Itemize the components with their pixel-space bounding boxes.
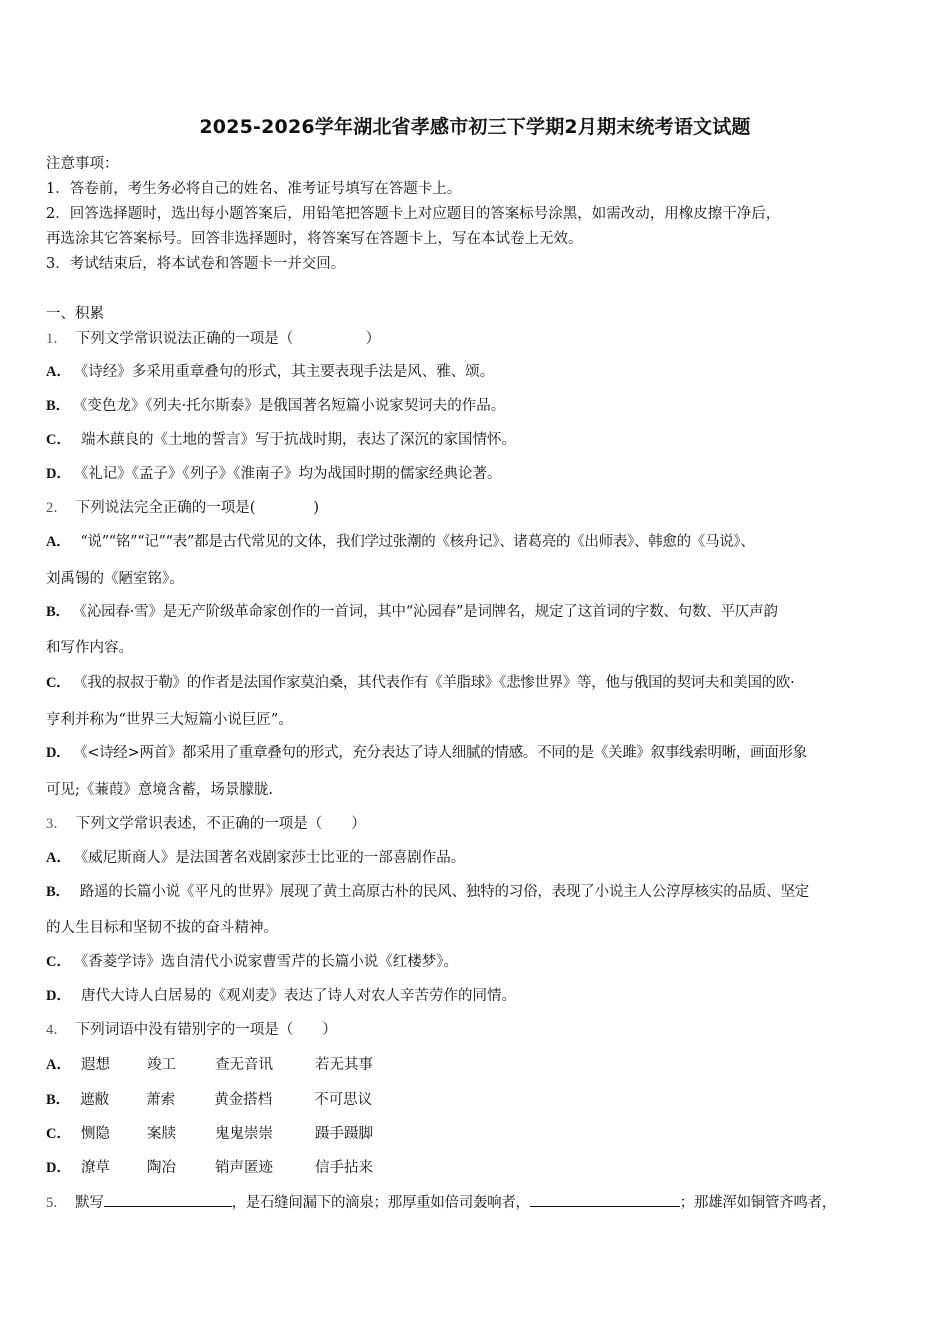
word: 信手拈来 [314, 1160, 373, 1176]
notice-heading: 注意事项： [46, 156, 119, 172]
option-letter: A． [46, 534, 71, 550]
notice-item: 1．答卷前，考生务必将自己的姓名、准考证号填写在答题卡上。 [46, 181, 462, 197]
notice-item: 再选涂其它答案标号。回答非选择题时，将答案写在答题卡上，写在本试卷上无效。 [46, 231, 583, 247]
word: 案牍 [146, 1126, 176, 1142]
question-4-option-b [46, 1088, 372, 1109]
option-continuation: 和写作内容。 [46, 640, 133, 656]
word: 若无其事 [314, 1057, 373, 1073]
option-text: 路遥的长篇小说《平凡的世界》展现了黄土高原古朴的民风、独特的习俗，表现了小说主人公淳厚核实的品质、坚定 [79, 884, 810, 900]
page-title: 2025-2026学年湖北省孝感市初三下学期2月期末统考语文试题 [199, 116, 751, 138]
option-text: 《礼记》《孟子》《列子》《淮南子》均为战国时期的儒家经典论著。 [80, 466, 502, 482]
question-3-stem [46, 812, 366, 833]
option-letter: D． [46, 988, 71, 1004]
question-4-option-d [46, 1156, 373, 1177]
option-continuation: 亨利并称为“世界三大短篇小说巨匠”。 [46, 712, 293, 728]
option-text: 《变色龙》《列夫·托尔斯泰》是俄国著名短篇小说家契诃夫的作品。 [80, 398, 506, 414]
word: 遮敝 [80, 1092, 110, 1108]
question-text: 下列文学常识表述，不正确的一项是（ ） [75, 816, 366, 832]
word: 查无音讯 [214, 1057, 273, 1073]
answer-blank[interactable] [104, 1192, 232, 1207]
word: 萧索 [146, 1092, 176, 1108]
option-letter: B． [46, 884, 70, 900]
option-letter: C． [46, 432, 71, 448]
option-letter: A． [46, 850, 71, 866]
question-3-option-c [46, 950, 458, 971]
word: 鬼鬼崇崇 [214, 1126, 273, 1142]
option-text: 《沁园春·雪》是无产阶级革命家创作的一首词，其中“沁园春”是词牌名，规定了这首词的字数、句数、平仄声韵 [79, 604, 778, 620]
question-4-stem [46, 1018, 337, 1039]
question-1-option-a [46, 360, 494, 381]
option-text: 《<诗经>两首》都采用了重章叠句的形式，充分表达了诗人细腻的情感。不同的是《关雎》叙事线索明晰，画面形象 [80, 745, 807, 761]
question-2-option-c [46, 671, 794, 692]
question-number: 5． [46, 1195, 68, 1211]
word: 不可思议 [314, 1092, 373, 1108]
notice-item: 2．回答选择题时，选出每小题答案后，用铅笔把答题卡上对应题目的答案标号涂黑，如需改动，用橡皮擦干净后， [46, 206, 781, 222]
word: 潦草 [80, 1160, 110, 1176]
option-letter: B． [46, 604, 70, 620]
question-1-stem [46, 327, 380, 348]
question-text: 下列说法完全正确的一项是( ) [75, 500, 320, 516]
section-heading: 一、积累 [46, 306, 104, 322]
question-1-option-c [46, 428, 516, 449]
option-letter: D． [46, 1160, 71, 1176]
question-5-stem [46, 1191, 836, 1212]
question-text: 默写 [75, 1195, 104, 1211]
question-4-option-a [46, 1053, 373, 1074]
word: 竣工 [146, 1057, 176, 1073]
option-text: “说”“铭”“记”“表”都是古代常见的文体，我们学过张潮的《核舟记》、诸葛亮的《出师表》、韩愈的《马说》、 [80, 534, 755, 550]
question-text: ；那雄浑如铜管齐鸣者， [679, 1195, 836, 1211]
question-number: 2． [46, 500, 68, 516]
option-letter: C． [46, 954, 71, 970]
question-1-option-d [46, 462, 501, 483]
question-text: 下列文学常识说法正确的一项是（ ） [75, 331, 381, 347]
word: 遐想 [80, 1057, 110, 1073]
option-text: 《香菱学诗》选自清代小说家曹雪芹的长篇小说《红楼梦》。 [80, 954, 458, 970]
option-continuation: 刘禹锡的《陋室铭》。 [46, 571, 184, 587]
word: 黄金搭档 [214, 1092, 273, 1108]
notice-item: 3．考试结束后，将本试卷和答题卡一并交回。 [46, 256, 346, 272]
word: 销声匿迹 [214, 1160, 273, 1176]
question-3-option-b [46, 880, 809, 901]
question-number: 1． [46, 331, 68, 347]
option-continuation: 可见;《蒹葭》意境含蓄，场景朦胧. [46, 782, 273, 798]
question-3-option-a [46, 846, 465, 867]
question-2-option-d [46, 741, 807, 762]
word: 恻隐 [80, 1126, 110, 1142]
option-text: 唐代大诗人白居易的《观刈麦》表达了诗人对农人辛苦劳作的同情。 [80, 988, 516, 1004]
option-text: 端木蕻良的《土地的誓言》写于抗战时期，表达了深沉的家国情怀。 [80, 432, 516, 448]
question-text: 下列词语中没有错别字的一项是（ ） [75, 1022, 337, 1038]
option-continuation: 的人生目标和坚韧不拔的奋斗精神。 [46, 920, 278, 936]
answer-blank[interactable] [530, 1192, 680, 1207]
question-2-stem [46, 496, 319, 517]
question-number: 4． [46, 1022, 68, 1038]
question-3-option-d [46, 984, 516, 1005]
option-text: 《威尼斯商人》是法国著名戏剧家莎士比亚的一部喜剧作品。 [80, 850, 466, 866]
option-text: 《诗经》多采用重章叠句的形式，其主要表现手法是风、雅、颂。 [80, 364, 495, 380]
option-letter: D． [46, 466, 71, 482]
option-text: 《我的叔叔于勒》的作者是法国作家莫泊桑，其代表作有《羊脂球》《悲惨世界》等，他与俄国的契诃夫和美国的欧· [80, 675, 795, 691]
question-2-option-a [46, 530, 755, 551]
question-text: ，是石缝间漏下的滴泉；那厚重如倍司轰响者， [231, 1195, 530, 1211]
option-letter: B． [46, 398, 71, 414]
option-letter: C． [46, 675, 71, 691]
question-2-option-b [46, 600, 778, 621]
word: 蹑手蹑脚 [314, 1126, 373, 1142]
question-number: 3． [46, 816, 68, 832]
option-letter: A． [46, 1057, 71, 1073]
option-letter: A． [46, 364, 71, 380]
option-letter: C． [46, 1126, 71, 1142]
option-letter: B． [46, 1092, 71, 1108]
question-1-option-b [46, 394, 505, 415]
question-4-option-c [46, 1122, 373, 1143]
option-letter: D． [46, 745, 71, 761]
word: 陶冶 [146, 1160, 176, 1176]
